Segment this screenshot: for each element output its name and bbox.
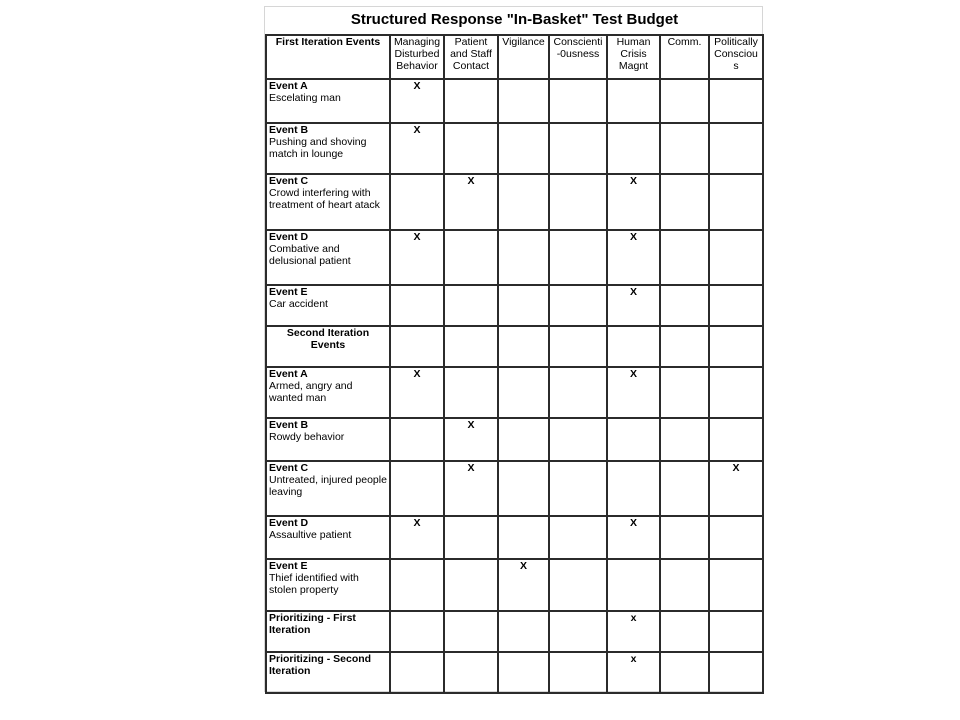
event-description: Thief identified with stolen property xyxy=(269,572,359,596)
mark-cell xyxy=(660,123,709,174)
event-label xyxy=(266,174,390,230)
mark-cell xyxy=(709,611,763,652)
header-events: First Iteration Events xyxy=(266,35,390,79)
mark-cell xyxy=(390,461,444,516)
event-title: Event C xyxy=(269,175,309,187)
mark-cell xyxy=(390,611,444,652)
mark-cell xyxy=(498,367,549,418)
table-row xyxy=(266,285,763,326)
table-row xyxy=(266,123,763,174)
mark-cell xyxy=(498,611,549,652)
mark-cell xyxy=(444,559,498,611)
event-label xyxy=(266,230,390,285)
mark-cell xyxy=(549,418,607,461)
mark-cell xyxy=(390,174,444,230)
mark-cell: X xyxy=(607,516,660,559)
prioritizing-label: Prioritizing - First Iteration xyxy=(266,611,390,652)
mark-cell xyxy=(549,174,607,230)
mark-cell xyxy=(709,652,763,693)
mark-cell: X xyxy=(390,516,444,559)
mark-cell xyxy=(549,559,607,611)
event-title: Event A xyxy=(269,368,308,380)
mark-cell xyxy=(498,285,549,326)
event-description: Armed, angry and wanted man xyxy=(269,380,353,404)
mark-cell xyxy=(709,326,763,367)
mark-cell xyxy=(660,230,709,285)
event-label xyxy=(266,516,390,559)
mark-cell xyxy=(444,326,498,367)
mark-cell xyxy=(549,285,607,326)
mark-cell xyxy=(709,559,763,611)
mark-cell xyxy=(498,418,549,461)
mark-cell xyxy=(498,230,549,285)
event-label xyxy=(266,123,390,174)
event-description: Escelating man xyxy=(269,92,341,104)
mark-cell xyxy=(607,461,660,516)
mark-cell xyxy=(498,652,549,693)
mark-cell xyxy=(444,79,498,123)
mark-cell xyxy=(444,611,498,652)
mark-cell: X xyxy=(444,461,498,516)
header-competency: Patient and Staff Contact xyxy=(444,35,498,79)
mark-cell: X xyxy=(390,123,444,174)
mark-cell xyxy=(498,516,549,559)
mark-cell: x xyxy=(607,611,660,652)
header-competency: Comm. xyxy=(660,35,709,79)
table-row xyxy=(266,652,763,693)
table-row xyxy=(266,611,763,652)
mark-cell xyxy=(660,559,709,611)
header-competency: Politically Consciou s xyxy=(709,35,763,79)
mark-cell xyxy=(549,79,607,123)
mark-cell xyxy=(660,285,709,326)
mark-cell: X xyxy=(444,174,498,230)
mark-cell xyxy=(660,461,709,516)
mark-cell xyxy=(549,516,607,559)
mark-cell xyxy=(709,230,763,285)
mark-cell xyxy=(709,367,763,418)
mark-cell xyxy=(709,418,763,461)
table-row xyxy=(266,230,763,285)
mark-cell xyxy=(498,461,549,516)
mark-cell: X xyxy=(390,367,444,418)
mark-cell: X xyxy=(607,285,660,326)
event-description: Assaultive patient xyxy=(269,529,352,541)
event-description: Car accident xyxy=(269,298,328,310)
mark-cell xyxy=(660,79,709,123)
mark-cell xyxy=(390,559,444,611)
mark-cell xyxy=(444,516,498,559)
header-competency: Vigilance xyxy=(498,35,549,79)
event-label xyxy=(266,461,390,516)
mark-cell xyxy=(607,123,660,174)
mark-cell xyxy=(498,174,549,230)
mark-cell xyxy=(390,326,444,367)
mark-cell xyxy=(390,418,444,461)
mark-cell xyxy=(607,326,660,367)
mark-cell xyxy=(607,79,660,123)
event-label xyxy=(266,79,390,123)
mark-cell: X xyxy=(709,461,763,516)
table-row xyxy=(266,418,763,461)
mark-cell xyxy=(498,326,549,367)
table-row xyxy=(266,516,763,559)
mark-cell xyxy=(709,516,763,559)
mark-cell xyxy=(660,367,709,418)
event-title: Event B xyxy=(269,419,309,431)
event-label xyxy=(266,367,390,418)
event-description: Untreated, injured people leaving xyxy=(269,474,387,498)
mark-cell: X xyxy=(498,559,549,611)
event-description: Rowdy behavior xyxy=(269,431,345,443)
mark-cell: x xyxy=(607,652,660,693)
table-row xyxy=(266,326,763,367)
mark-cell xyxy=(549,652,607,693)
event-title: Event C xyxy=(269,462,309,474)
test-budget-table xyxy=(265,34,764,694)
table-row xyxy=(266,367,763,418)
event-label xyxy=(266,559,390,611)
mark-cell xyxy=(549,461,607,516)
mark-cell: X xyxy=(390,79,444,123)
header-competency: Managing Disturbed Behavior xyxy=(390,35,444,79)
event-label xyxy=(266,418,390,461)
prioritizing-label: Prioritizing - Second Iteration xyxy=(266,652,390,693)
mark-cell: X xyxy=(607,174,660,230)
mark-cell xyxy=(709,123,763,174)
mark-cell xyxy=(660,174,709,230)
mark-cell xyxy=(660,326,709,367)
event-title: Event A xyxy=(269,80,308,92)
event-description: Combative and delusional patient xyxy=(269,243,351,267)
header-competency: Human Crisis Magnt xyxy=(607,35,660,79)
event-description: Crowd interfering with treatment of heart atack xyxy=(269,187,380,211)
mark-cell xyxy=(498,79,549,123)
mark-cell xyxy=(607,418,660,461)
table-row xyxy=(266,174,763,230)
table-header-row xyxy=(266,35,763,79)
mark-cell xyxy=(390,285,444,326)
mark-cell xyxy=(709,79,763,123)
mark-cell xyxy=(660,611,709,652)
mark-cell xyxy=(444,367,498,418)
mark-cell xyxy=(660,652,709,693)
mark-cell xyxy=(709,285,763,326)
table-row xyxy=(266,79,763,123)
mark-cell: X xyxy=(607,367,660,418)
mark-cell: X xyxy=(607,230,660,285)
mark-cell xyxy=(390,652,444,693)
header-competency: Conscienti -0usness xyxy=(549,35,607,79)
mark-cell xyxy=(444,652,498,693)
mark-cell: X xyxy=(444,418,498,461)
mark-cell xyxy=(549,326,607,367)
section-heading: Second Iteration Events xyxy=(266,326,390,367)
event-label xyxy=(266,285,390,326)
mark-cell xyxy=(444,123,498,174)
event-title: Event E xyxy=(269,560,308,572)
document-title: Structured Response "In-Basket" Test Budget xyxy=(350,11,679,28)
table-row xyxy=(266,461,763,516)
mark-cell xyxy=(549,230,607,285)
event-title: Event D xyxy=(269,231,309,243)
mark-cell xyxy=(709,174,763,230)
event-title: Event E xyxy=(269,286,308,298)
mark-cell xyxy=(549,367,607,418)
mark-cell xyxy=(660,516,709,559)
mark-cell xyxy=(444,230,498,285)
mark-cell xyxy=(444,285,498,326)
mark-cell xyxy=(498,123,549,174)
event-description: Pushing and shoving match in lounge xyxy=(269,136,367,160)
document-page xyxy=(264,6,763,692)
mark-cell xyxy=(607,559,660,611)
mark-cell xyxy=(549,123,607,174)
event-title: Event D xyxy=(269,517,309,529)
event-title: Event B xyxy=(269,124,309,136)
mark-cell: X xyxy=(390,230,444,285)
mark-cell xyxy=(660,418,709,461)
table-row xyxy=(266,559,763,611)
mark-cell xyxy=(549,611,607,652)
